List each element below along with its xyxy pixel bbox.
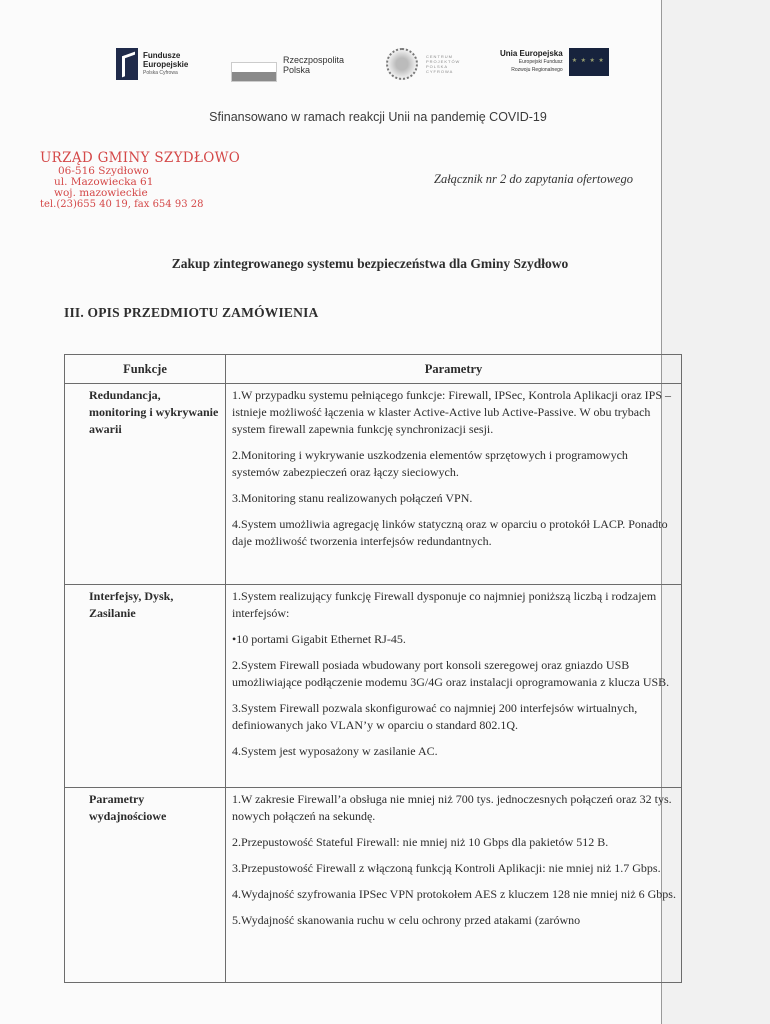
cppc-line2: PROJEKTÓW xyxy=(426,59,461,64)
stamp-region: woj. mazowieckie xyxy=(54,187,148,199)
parameter-item: 2.Przepustowość Stateful Firewall: nie mniej niż 10 Gbps dla pakietów 512 B. xyxy=(232,835,609,849)
ue-line3: Rozwoju Regionalnego xyxy=(511,67,563,73)
annex-label: Załącznik nr 2 do zapytania ofertowego xyxy=(434,172,633,186)
function-cell: Interfejsy, Dysk, Zasilanie xyxy=(65,585,226,788)
parameter-item: 5.Wydajność skanowania ruchu w celu ochrony przed atakami (zarówno xyxy=(232,913,581,927)
stamp-postcode: 06-516 Szydłowo xyxy=(58,165,149,177)
parameter-item: 1.W przypadku systemu pełniącego funkcje: Firewall, IPSec, Kontrola Aplikacji oraz IPS – istnieje możliwość łączenia w klaster Active-Active lub Active-Passive. W obu trybach system firewall zapewnia funkcję synchronizacji sesji. xyxy=(232,388,672,436)
parameters-cell xyxy=(226,384,682,585)
parameter-item: 3.Monitoring stanu realizowanych połączeń VPN. xyxy=(232,491,473,505)
document-subject: Zakup zintegrowanego systemu bezpieczeństwa dla Gminy Szydłowo xyxy=(171,256,569,271)
parameter-item: 2.System Firewall posiada wbudowany port konsoli szeregowej oraz gniazdo USB umożliwiające podłączenie modemu 3G/4G oraz instalacji oprogramowania z klucza USB. xyxy=(232,658,670,689)
parameter-item: 1.System realizujący funkcję Firewall dysponuje co najmniej poniższą liczbą i rodzajem interfejsów: xyxy=(232,589,657,620)
stamp-phone: tel.(23)655 40 19, fax 654 93 28 xyxy=(40,199,204,210)
stamp-street: ul. Mazowiecka 61 xyxy=(54,176,154,188)
ue-line2: Europejski Fundusz xyxy=(518,59,563,65)
parameter-item: 3.Przepustowość Firewall z włączoną funkcją Kontroli Aplikacji: nie mniej niż 1.7 Gbps. xyxy=(232,861,661,875)
polish-flag-icon xyxy=(231,62,277,82)
function-cell: Parametry wydajnościowe xyxy=(65,788,226,983)
stamp-title: URZĄD GMINY SZYDŁOWO xyxy=(40,150,241,166)
table-row xyxy=(65,585,682,788)
cppc-line1: CENTRUM xyxy=(426,54,453,59)
parameter-item: 2.Monitoring i wykrywanie uszkodzenia elementów sprzętowych i programowych systemów zabezpieczeń oraz łączy sieciowych. xyxy=(232,448,628,479)
table-row xyxy=(65,384,682,585)
fundusze-mark-icon xyxy=(116,48,138,80)
parameter-item: •10 portami Gigabit Ethernet RJ-45. xyxy=(232,632,406,646)
parameters-cell xyxy=(226,585,682,788)
fundusze-line2: Europejskie xyxy=(143,59,189,69)
rzeczpospolita-logo xyxy=(231,48,344,82)
eagle-seal-icon xyxy=(386,48,418,80)
parameter-item: 4.Wydajność szyfrowania IPSec VPN protokołem AES z kluczem 128 nie mniej niż 6 Gbps. xyxy=(232,887,676,901)
cppc-line3: POLSKA xyxy=(426,64,449,69)
ue-line1: Unia Europejska xyxy=(500,49,563,58)
parameter-item: 3.System Firewall pozwala skonfigurować co najmniej 200 interfejsów wirtualnych, definiowanych jako VLAN’y w oparciu o standard 802.1Q. xyxy=(232,701,638,732)
cppc-line4: CYFROWA xyxy=(426,69,454,74)
rp-line1: Rzeczpospolita xyxy=(283,55,345,65)
funding-note: Sfinansowano w ramach reakcji Unii na pandemię COVID-19 xyxy=(209,110,547,124)
header-parameters: Parametry xyxy=(226,355,682,384)
specification-table xyxy=(64,354,682,983)
eu-flag-icon xyxy=(569,48,609,76)
section-title: III. OPIS PRZEDMIOTU ZAMÓWIENIA xyxy=(64,305,319,320)
table-row xyxy=(65,788,682,983)
cppc-logo xyxy=(386,48,460,80)
parameters-cell xyxy=(226,788,682,983)
rp-line2: Polska xyxy=(283,65,311,75)
parameter-item: 1.W zakresie Firewall’a obsługa nie mniej niż 700 tys. jednoczesnych połączeń oraz 32 tys. nowych połączeń na sekundę. xyxy=(232,792,672,823)
parameter-item: 4.System umożliwia agregację linków statyczną oraz w oparciu o protokół LACP. Ponadto daje możliwość tworzenia interfejsów redundantnych. xyxy=(232,517,668,548)
parameter-item: 4.System jest wyposażony w zasilanie AC. xyxy=(232,744,438,758)
fundusze-europejskie-logo xyxy=(116,48,188,80)
logo-strip xyxy=(0,48,770,92)
office-stamp xyxy=(40,150,240,210)
function-cell: Redundancja, monitoring i wykrywanie awarii xyxy=(65,384,226,585)
fundusze-line3: Polska Cyfrowa xyxy=(143,69,178,76)
table-header-row xyxy=(65,355,682,384)
unia-europejska-logo xyxy=(500,48,609,76)
header-functions: Funkcje xyxy=(65,355,226,384)
fundusze-line1: Fundusze xyxy=(143,50,181,60)
